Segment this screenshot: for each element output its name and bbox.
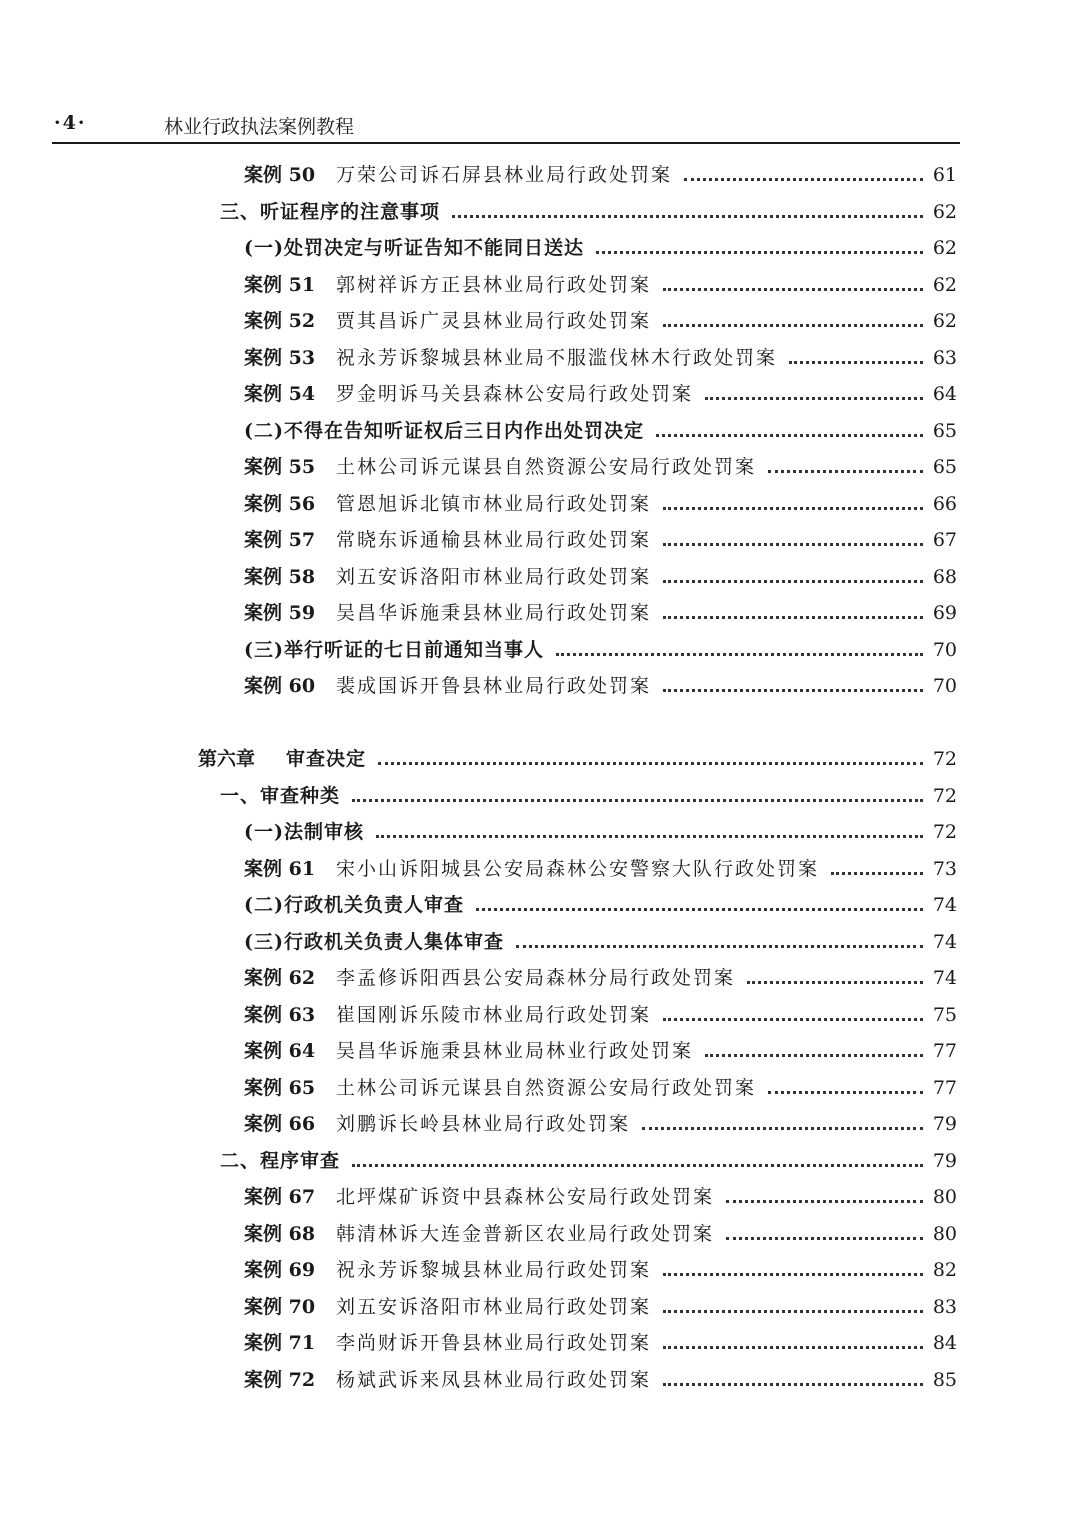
running-header (52, 110, 960, 144)
entry-title: (三)举行听证的七日前通知当事人 (244, 639, 544, 661)
toc-case-entry (244, 268, 957, 298)
toc-case-entry (244, 158, 957, 188)
dot-leader (663, 507, 923, 510)
entry-title: 刘鹏诉长岭县林业局行政处罚案 (336, 1113, 631, 1135)
entry-title: 吴昌华诉施秉县林业局行政处罚案 (336, 602, 652, 624)
page-ref: 72 (932, 821, 957, 843)
entry-title: 杨斌武诉来凤县林业局行政处罚案 (336, 1369, 652, 1391)
toc-case-entry (244, 450, 957, 480)
entry-title: 贾其昌诉广灵县林业局行政处罚案 (336, 310, 652, 332)
page-ref: 80 (932, 1223, 957, 1245)
toc-subsection-entry (244, 414, 957, 444)
dot-leader (684, 178, 923, 181)
case-number: 案例 61 (244, 858, 316, 880)
toc-case-entry (244, 669, 957, 699)
toc-case-entry (244, 1180, 957, 1210)
case-number: 案例 62 (244, 967, 316, 989)
dot-leader (663, 689, 923, 692)
case-number: 案例 65 (244, 1077, 316, 1099)
entry-title: 北坪煤矿诉资中县森林公安局行政处罚案 (336, 1186, 715, 1208)
toc-subsection-entry (244, 231, 957, 261)
entry-title: 管恩旭诉北镇市林业局行政处罚案 (336, 493, 652, 515)
case-number: 案例 66 (244, 1113, 316, 1135)
dot-leader (663, 288, 923, 291)
toc-case-entry (244, 852, 957, 882)
dot-leader (789, 361, 923, 364)
entry-title: 李孟修诉阳西县公安局森林分局行政处罚案 (336, 967, 736, 989)
entry-title: (二)行政机关负责人审查 (244, 894, 464, 916)
dot-leader (376, 835, 923, 838)
toc-case-entry (244, 596, 957, 626)
toc-chapter-entry (198, 742, 957, 772)
dot-leader (656, 434, 923, 437)
toc-case-entry (244, 998, 957, 1028)
case-number: 案例 70 (244, 1296, 316, 1318)
toc-case-entry (244, 304, 957, 334)
entry-title: 常晓东诉通榆县林业局行政处罚案 (336, 529, 652, 551)
entry-title: (二)不得在告知听证权后三日内作出处罚决定 (244, 420, 644, 442)
entry-title: 万荣公司诉石屏县林业局行政处罚案 (336, 164, 673, 186)
toc-section-entry (220, 195, 957, 225)
entry-title: 裴成国诉开鲁县林业局行政处罚案 (336, 675, 652, 697)
entry-title: 吴昌华诉施秉县林业局林业行政处罚案 (336, 1040, 694, 1062)
entry-title: 祝永芳诉黎城县林业局行政处罚案 (336, 1259, 652, 1281)
toc-case-entry (244, 487, 957, 517)
page-ref: 80 (932, 1186, 957, 1208)
entry-title: 崔国刚诉乐陵市林业局行政处罚案 (336, 1004, 652, 1026)
dot-leader (596, 251, 923, 254)
toc-case-entry (244, 1107, 957, 1137)
page-ref: 74 (932, 931, 957, 953)
toc-subsection-entry (244, 925, 957, 955)
case-number: 案例 54 (244, 383, 316, 405)
entry-title: 宋小山诉阳城县公安局森林公安警察大队行政处罚案 (336, 858, 820, 880)
page-ref: 61 (932, 164, 957, 186)
case-number: 案例 60 (244, 675, 316, 697)
entry-title: (一)法制审核 (244, 821, 364, 843)
dot-leader (831, 872, 923, 875)
entry-title: 审查决定 (286, 748, 367, 770)
dot-leader (663, 324, 923, 327)
entry-title: 郭树祥诉方正县林业局行政处罚案 (336, 274, 652, 296)
entry-title: (三)行政机关负责人集体审查 (244, 931, 504, 953)
page-ref: 65 (932, 420, 957, 442)
entry-title: 祝永芳诉黎城县林业局不服滥伐林木行政处罚案 (336, 347, 778, 369)
page-ref: 77 (932, 1040, 957, 1062)
page-ref: 62 (932, 237, 957, 259)
page-ref: 74 (932, 967, 957, 989)
case-number: 案例 72 (244, 1369, 316, 1391)
dot-leader (768, 470, 923, 473)
entry-title: 三、听证程序的注意事项 (220, 201, 441, 223)
book-title: 林业行政执法案例教程 (164, 116, 355, 138)
dot-leader (747, 981, 923, 984)
page-ref: 70 (932, 639, 957, 661)
toc-case-entry (244, 560, 957, 590)
toc-case-entry (244, 1071, 957, 1101)
case-number: 案例 55 (244, 456, 316, 478)
dot-leader (663, 1346, 923, 1349)
case-number: 案例 67 (244, 1186, 316, 1208)
entry-title: 罗金明诉马关县森林公安局行政处罚案 (336, 383, 694, 405)
case-number: 案例 52 (244, 310, 316, 332)
dot-leader (705, 1054, 923, 1057)
toc-section-entry (220, 1144, 957, 1174)
case-number: 案例 57 (244, 529, 316, 551)
dot-leader (705, 397, 923, 400)
toc-subsection-entry (244, 815, 957, 845)
page-ref: 62 (932, 274, 957, 296)
case-number: 案例 59 (244, 602, 316, 624)
case-number: 案例 56 (244, 493, 316, 515)
page-ref: 75 (932, 1004, 957, 1026)
toc-case-entry (244, 1217, 957, 1247)
entry-title: 一、审查种类 (220, 785, 341, 807)
page-ref: 82 (932, 1259, 957, 1281)
page-ref: 79 (932, 1113, 957, 1135)
dot-leader (378, 762, 923, 765)
dot-leader (642, 1127, 923, 1130)
page-ref: 73 (932, 858, 957, 880)
page-ref: 84 (932, 1332, 957, 1354)
entry-title: 刘五安诉洛阳市林业局行政处罚案 (336, 1296, 652, 1318)
case-number: 案例 64 (244, 1040, 316, 1062)
dot-leader (726, 1237, 923, 1240)
dot-leader (663, 580, 923, 583)
page-ref: 62 (932, 201, 957, 223)
dot-leader (352, 1164, 923, 1167)
page-ref: 69 (932, 602, 957, 624)
dot-leader (663, 1273, 923, 1276)
toc-subsection-entry (244, 888, 957, 918)
case-number: 案例 68 (244, 1223, 316, 1245)
page-ref: 74 (932, 894, 957, 916)
toc-case-entry (244, 377, 957, 407)
case-number: 案例 63 (244, 1004, 316, 1026)
entry-title: 韩清林诉大连金普新区农业局行政处罚案 (336, 1223, 715, 1245)
dot-leader (663, 543, 923, 546)
page-ref: 62 (932, 310, 957, 332)
page-ref: 85 (932, 1369, 957, 1391)
case-number: 案例 58 (244, 566, 316, 588)
case-number: 案例 69 (244, 1259, 316, 1281)
page-number: ·4· (54, 112, 87, 134)
page-ref: 63 (932, 347, 957, 369)
dot-leader (556, 653, 923, 656)
entry-title: 李尚财诉开鲁县林业局行政处罚案 (336, 1332, 652, 1354)
case-number: 案例 50 (244, 164, 316, 186)
dot-leader (663, 1383, 923, 1386)
page-ref: 66 (932, 493, 957, 515)
toc-case-entry (244, 523, 957, 553)
page-ref: 77 (932, 1077, 957, 1099)
page-ref: 79 (932, 1150, 957, 1172)
dot-leader (352, 799, 923, 802)
toc-case-entry (244, 961, 957, 991)
dot-leader (452, 215, 923, 218)
page-ref: 67 (932, 529, 957, 551)
toc-case-entry (244, 1034, 957, 1064)
case-number: 案例 53 (244, 347, 316, 369)
toc-case-entry (244, 1253, 957, 1283)
entry-title: 土林公司诉元谋县自然资源公安局行政处罚案 (336, 456, 757, 478)
case-number: 案例 51 (244, 274, 316, 296)
entry-title: (一)处罚决定与听证告知不能同日送达 (244, 237, 584, 259)
case-number: 案例 71 (244, 1332, 316, 1354)
entry-title: 刘五安诉洛阳市林业局行政处罚案 (336, 566, 652, 588)
page-ref: 72 (932, 748, 957, 770)
page-ref: 68 (932, 566, 957, 588)
dot-leader (663, 616, 923, 619)
toc-subsection-entry (244, 633, 957, 663)
dot-leader (726, 1200, 923, 1203)
toc-case-entry (244, 1290, 957, 1320)
dot-leader (663, 1018, 923, 1021)
dot-leader (516, 945, 923, 948)
page-ref: 72 (932, 785, 957, 807)
toc-case-entry (244, 1326, 957, 1356)
page-ref: 83 (932, 1296, 957, 1318)
entry-title: 土林公司诉元谋县自然资源公安局行政处罚案 (336, 1077, 757, 1099)
entry-title: 二、程序审查 (220, 1150, 341, 1172)
toc-case-entry (244, 341, 957, 371)
dot-leader (476, 908, 923, 911)
page-ref: 70 (932, 675, 957, 697)
toc-section-entry (220, 779, 957, 809)
dot-leader (768, 1091, 923, 1094)
chapter-number: 第六章 (198, 748, 256, 770)
dot-leader (663, 1310, 923, 1313)
page-ref: 64 (932, 383, 957, 405)
page-ref: 65 (932, 456, 957, 478)
toc-case-entry (244, 1363, 957, 1393)
